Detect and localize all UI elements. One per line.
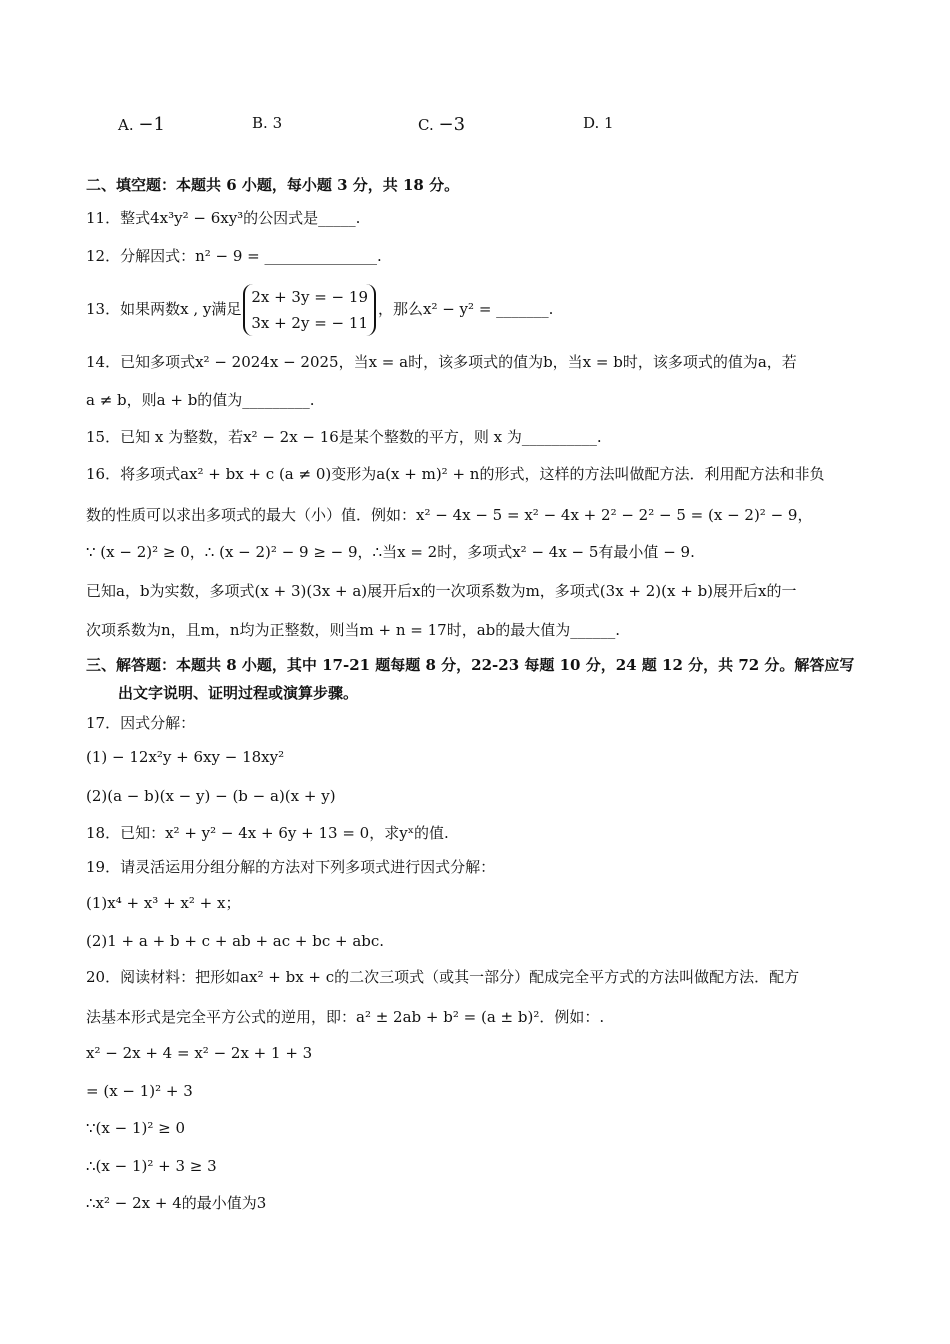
question-16-line-1: 16．将多项式ax² + bx + c (a ≠ 0)变形为a(x + m)² + n的形式，这样的方法叫做配方法．利用配方法和非负: [86, 465, 825, 483]
section-3-heading-line-1: 三、解答题：本题共 8 小题，其中 17-21 题每题 8 分，22-23 每题 10 分，24 题 12 分，共 72 分。解答应写: [86, 656, 855, 674]
question-20-step-1: x² − 2x + 4 = x² − 2x + 1 + 3: [86, 1044, 313, 1062]
question-16-line-5: 次项系数为n，且m，n均为正整数，则当m + n = 17时，ab的最大值为______.: [86, 621, 621, 639]
option-d[interactable]: D. 1: [583, 114, 614, 132]
question-19-part-2: (2)1 + a + b + c + ab + ac + bc + abc.: [86, 932, 385, 950]
question-20-line-2: 法基本形式是完全平方公式的逆用，即：a² ± 2ab + b² = (a ± b)²．例如：.: [86, 1008, 605, 1026]
question-16-line-4: 已知a，b为实数，多项式(x + 3)(3x + a)展开后x的一次项系数为m，多项式(3x + 2)(x + b)展开后x的一: [86, 582, 797, 600]
question-17-part-2: (2)(a − b)(x − y) − (b − a)(x + y): [86, 787, 336, 805]
question-20-line-1: 20．阅读材料：把形如ax² + bx + c的二次三项式（或其一部分）配成完全平方式的方法叫做配方法．配方: [86, 968, 800, 986]
question-14-line-2: a ≠ b，则a + b的值为_________.: [86, 391, 315, 409]
question-16-line-3: ∵ (x − 2)² ≥ 0，∴ (x − 2)² − 9 ≥ − 9，∴当x = 2时，多项式x² − 4x − 5有最小值 − 9.: [86, 543, 695, 561]
option-c[interactable]: C. −3: [418, 114, 466, 135]
question-12: 12．分解因式：n² − 9 = _______________.: [86, 247, 382, 265]
question-20-step-3: ∵(x − 1)² ≥ 0: [86, 1119, 186, 1137]
question-19-title: 19．请灵活运用分组分解的方法对下列多项式进行因式分解：: [86, 858, 496, 876]
question-14-line-1: 14．已知多项式x² − 2024x − 2025，当x = a时，该多项式的值为b，当x = b时，该多项式的值为a，若: [86, 353, 797, 371]
equation-system: 2x + 3y = − 19 3x + 2y = − 11: [243, 284, 376, 336]
question-16-line-2: 数的性质可以求出多项式的最大（小）值．例如：x² − 4x − 5 = x² − 4x + 2² − 2² − 5 = (x − 2)² − 9，: [86, 506, 813, 524]
question-20-step-5: ∴x² − 2x + 4的最小值为3: [86, 1194, 267, 1212]
question-17-part-1: (1) − 12x²y + 6xy − 18xy²: [86, 748, 285, 766]
question-20-step-2: = (x − 1)² + 3: [86, 1082, 193, 1100]
question-11: 11．整式4x³y² − 6xy³的公因式是_____.: [86, 209, 361, 227]
section-3-heading-line-2: 出文字说明、证明过程或演算步骤。: [118, 684, 359, 702]
question-18: 18．已知：x² + y² − 4x + 6y + 13 = 0，求yˣ的值.: [86, 824, 449, 842]
option-a[interactable]: A. −1: [118, 114, 165, 135]
option-b[interactable]: B. 3: [252, 114, 283, 132]
question-15: 15．已知 x 为整数，若x² − 2x − 16是某个整数的平方，则 x 为__________.: [86, 428, 602, 446]
question-13: 13．如果两数x , y满足 2x + 3y = − 19 3x + 2y = − 11 ，那么x² − y² = _______.: [86, 281, 553, 337]
question-19-part-1: (1)x⁴ + x³ + x² + x；: [86, 894, 241, 912]
section-2-heading: 二、填空题：本题共 6 小题，每小题 3 分，共 18 分。: [86, 176, 460, 194]
question-17-title: 17．因式分解：: [86, 714, 196, 732]
question-20-step-4: ∴(x − 1)² + 3 ≥ 3: [86, 1157, 217, 1175]
